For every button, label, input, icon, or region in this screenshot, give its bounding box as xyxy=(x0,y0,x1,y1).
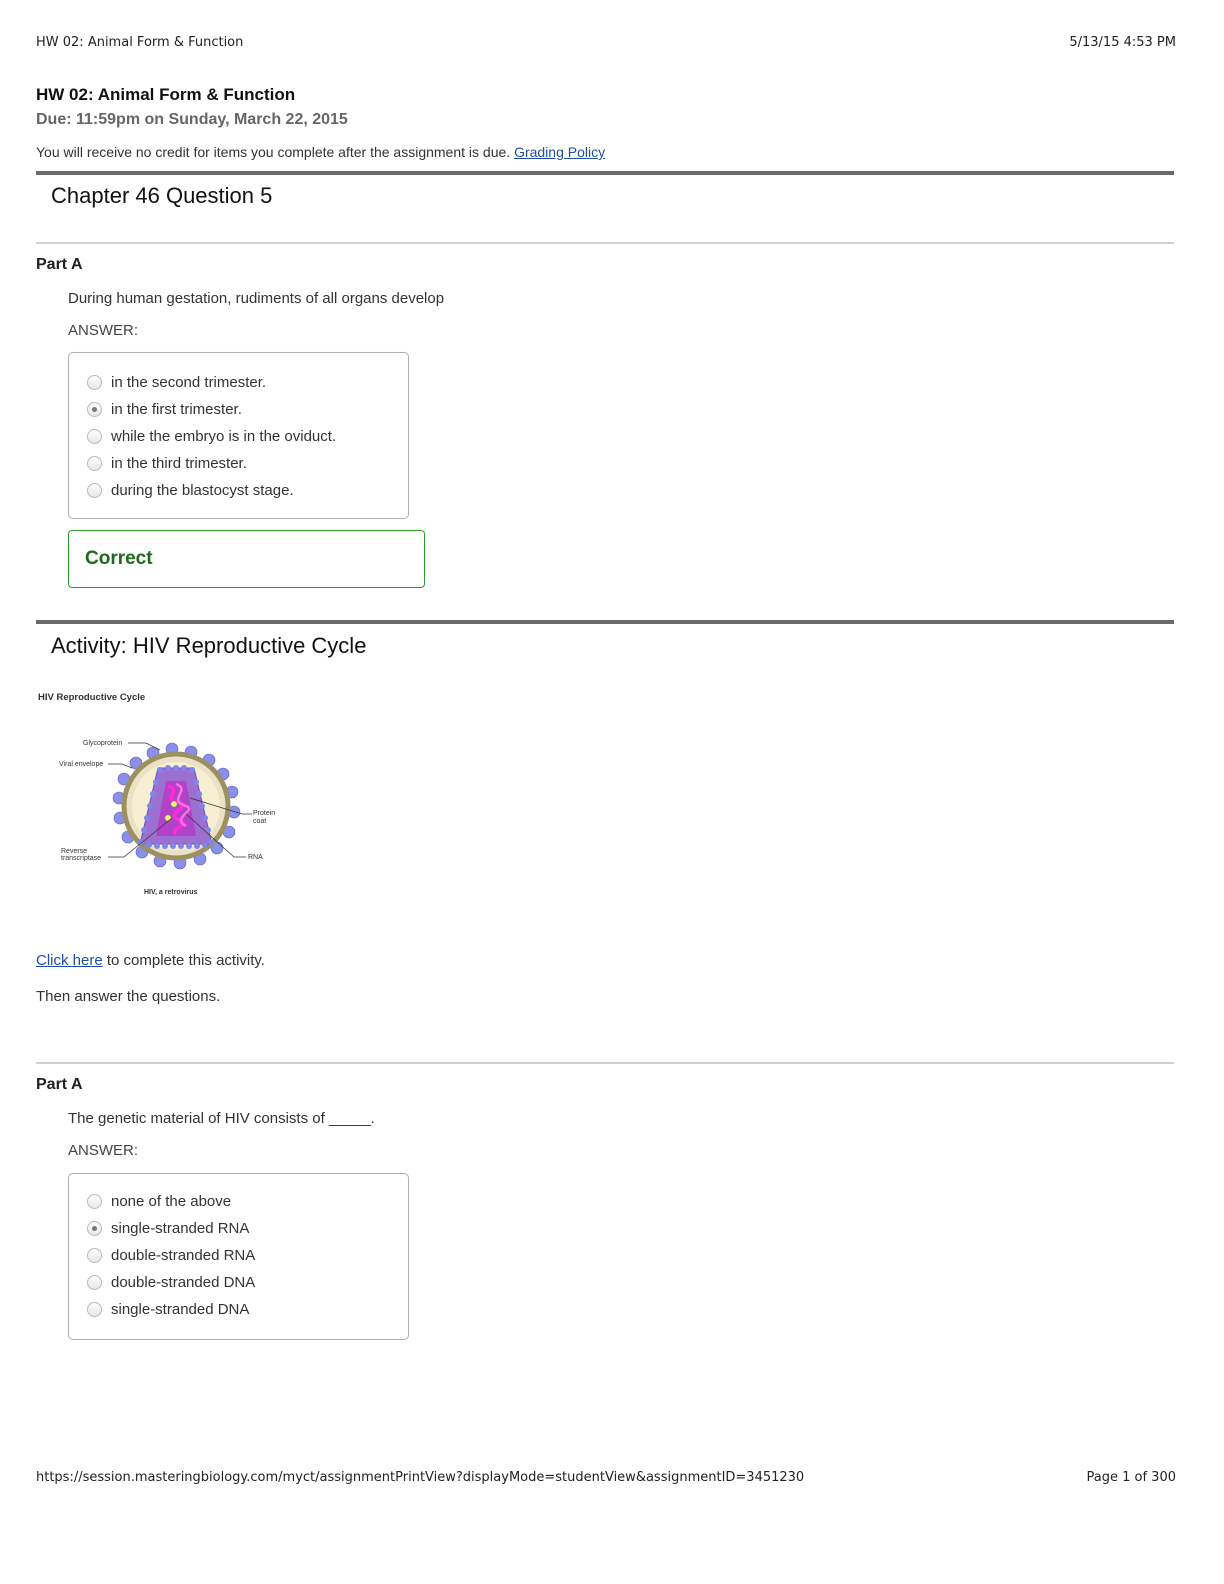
radio-button[interactable] xyxy=(87,456,102,471)
part-label: Part A xyxy=(36,256,83,273)
option-label: while the embryo is in the oviduct. xyxy=(111,427,337,445)
answer-options xyxy=(68,352,409,519)
option-label: in the third trimester. xyxy=(111,454,247,472)
print-header-title: HW 02: Animal Form & Function xyxy=(36,35,244,50)
assignment-title: HW 02: Animal Form & Function xyxy=(36,85,296,104)
answer-label: ANSWER: xyxy=(68,322,139,339)
grading-policy-link[interactable]: Grading Policy xyxy=(514,144,606,160)
answer-label: ANSWER: xyxy=(68,1142,139,1159)
due-date: Due: 11:59pm on Sunday, March 22, 2015 xyxy=(36,111,348,128)
option-label: during the blastocyst stage. xyxy=(111,481,294,499)
part-divider xyxy=(36,242,1174,244)
label-glycoprotein: Glycoprotein xyxy=(83,740,123,747)
answer-option[interactable] xyxy=(87,398,242,420)
activity-instructions xyxy=(36,952,265,969)
answer-option[interactable] xyxy=(87,479,294,501)
radio-button[interactable] xyxy=(87,1302,102,1317)
option-label: in the first trimester. xyxy=(111,400,242,418)
question-text: The genetic material of HIV consists of _____. xyxy=(68,1110,375,1127)
label-protein-coat-2: coat xyxy=(253,818,267,825)
option-label: single-stranded DNA xyxy=(111,1300,250,1318)
answer-option[interactable] xyxy=(87,1190,231,1212)
radio-button[interactable] xyxy=(87,1194,102,1209)
answer-option[interactable] xyxy=(87,371,266,393)
answer-option[interactable] xyxy=(87,1271,255,1293)
label-rna: RNA xyxy=(248,854,263,861)
option-label: double-stranded DNA xyxy=(111,1273,256,1291)
question-text: During human gestation, rudiments of all organs develop xyxy=(68,290,445,307)
option-label: none of the above xyxy=(111,1192,232,1210)
hiv-diagram xyxy=(36,686,286,901)
radio-button-selected[interactable] xyxy=(87,402,102,417)
print-header-timestamp: 5/13/15 4:53 PM xyxy=(1069,35,1176,50)
option-label: in the second trimester. xyxy=(111,373,267,391)
section-divider xyxy=(36,171,1174,175)
radio-button-selected[interactable] xyxy=(87,1221,102,1236)
section-divider xyxy=(36,620,1174,624)
answer-option[interactable] xyxy=(87,1244,255,1266)
part-divider xyxy=(36,1062,1174,1064)
option-label: single-stranded RNA xyxy=(111,1219,250,1237)
feedback-correct: Correct xyxy=(85,548,153,569)
radio-button[interactable] xyxy=(87,483,102,498)
figure-caption: HIV, a retrovirus xyxy=(144,889,198,896)
radio-button[interactable] xyxy=(87,1275,102,1290)
figure-heading: HIV Reproductive Cycle xyxy=(38,692,146,703)
answer-option[interactable] xyxy=(87,1217,249,1239)
section-title: Chapter 46 Question 5 xyxy=(51,183,273,208)
then-answer-text: Then answer the questions. xyxy=(36,988,221,1005)
late-notice xyxy=(36,144,605,160)
click-here-link[interactable]: Click here xyxy=(36,952,103,969)
answer-options xyxy=(68,1173,409,1340)
radio-button[interactable] xyxy=(87,375,102,390)
late-notice-text: You will receive no credit for items you complete after the assignment is due. xyxy=(36,144,511,160)
radio-button[interactable] xyxy=(87,429,102,444)
click-here-rest: to complete this activity. xyxy=(102,952,265,969)
label-transcriptase: transcriptase xyxy=(61,855,102,862)
answer-option[interactable] xyxy=(87,1298,249,1320)
reverse-transcriptase xyxy=(171,801,177,807)
part-label: Part A xyxy=(36,1076,83,1093)
print-footer-page: Page 1 of 300 xyxy=(1086,1470,1176,1485)
hiv-figure xyxy=(36,686,286,901)
section-title: Activity: HIV Reproductive Cycle xyxy=(51,633,367,658)
label-protein-coat: Protein xyxy=(253,810,276,817)
label-reverse: Reverse xyxy=(61,848,88,855)
feedback-box xyxy=(68,530,425,588)
label-viral-envelope: Viral envelope xyxy=(59,761,104,768)
radio-button[interactable] xyxy=(87,1248,102,1263)
answer-option[interactable] xyxy=(87,425,336,447)
option-label: double-stranded RNA xyxy=(111,1246,256,1264)
print-footer-url: https://session.masteringbiology.com/myct/assignmentPrintView?displayMode=studentView&assignmentID=3451230 xyxy=(36,1470,805,1485)
answer-option[interactable] xyxy=(87,452,247,474)
